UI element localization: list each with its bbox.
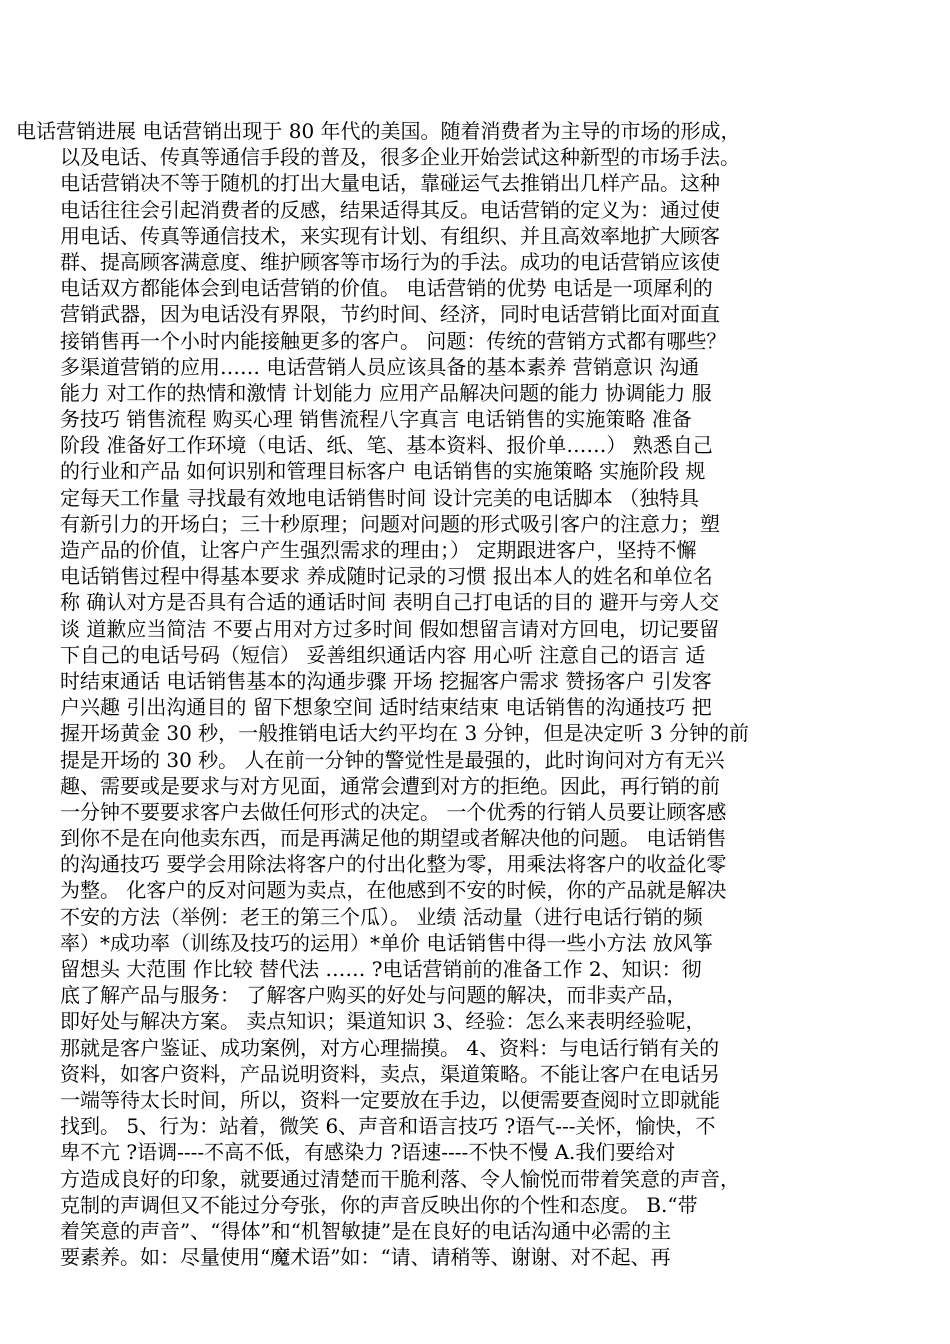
text-line: 克制的声调但又不能过分夸张，你的声音反映出你的个性和态度。 B.“带 bbox=[60, 1192, 698, 1217]
text-line: 要素养。如：尽量使用“魔术语”如：“请、请稍等、谢谢、对不起、再 bbox=[60, 1245, 671, 1270]
text-line: 下自己的电话号码（短信） 妥善组织通话内容 用心听 注意自己的语言 适 bbox=[60, 642, 706, 667]
text-line: 底了解产品与服务： 了解客户购买的好处与问题的解决，而非卖产品， bbox=[60, 983, 687, 1008]
text-line: 电话营销进展 电话营销出现于 80 年代的美国。随着消费者为主导的市场的形成， bbox=[16, 119, 741, 143]
text-line: 握开场黄金 30 秒，一般推销电话大约平均在 3 分钟，但是决定听 3 分钟的前 bbox=[60, 721, 750, 746]
text-line: 卑不亢 ?语调----不高不低，有感染力 ?语速----不快不慢 A.我们要给对 bbox=[60, 1140, 676, 1165]
text-line: 的行业和产品 如何识别和管理目标客户 电话销售的实施策略 实施阶段 规 bbox=[60, 459, 706, 484]
text-line: 群、提高顾客满意度、维护顾客等市场行为的手法。成功的电话营销应该使 bbox=[60, 249, 720, 274]
text-line: 为整。 化客户的反对问题为卖点，在他感到不安的时候，你的产品就是解决 bbox=[60, 878, 727, 903]
text-line: 电话营销决不等于随机的打出大量电话，靠碰运气去推销出几样产品。这种 bbox=[60, 171, 720, 196]
text-line: 务技巧 销售流程 购买心理 销售流程八字真言 电话销售的实施策略 准备 bbox=[60, 407, 692, 432]
text-line: 的沟通技巧 要学会用除法将客户的付出化整为零，用乘法将客户的收益化零 bbox=[60, 852, 727, 877]
text-line: 谈 道歉应当简洁 不要占用对方过多时间 假如想留言请对方回电，切记要留 bbox=[60, 616, 720, 641]
text-line: 资料，如客户资料，产品说明资料，卖点，渠道策略。不能让客户在电话另 bbox=[60, 1061, 720, 1086]
text-line: 一分钟不要要求客户去做任何形式的决定。 一个优秀的行销人员要让顾客感 bbox=[60, 799, 727, 824]
text-line: 时结束通话 电话销售基本的沟通步骤 开场 挖掘客户需求 赞扬客户 引发客 bbox=[60, 668, 712, 693]
text-line: 户兴趣 引出沟通目的 留下想象空间 适时结束结束 电话销售的沟通技巧 把 bbox=[60, 695, 712, 720]
text-line: 率）*成功率（训练及技巧的运用）*单价 电话销售中得一些小方法 放风筝 bbox=[60, 930, 713, 955]
text-line: 阶段 准备好工作环境（电话、纸、笔、基本资料、报价单……） 熟悉自己 bbox=[60, 433, 713, 458]
text-line: 找到。 5、行为：站着，微笑 6、声音和语言技巧 ?语气---关怀，愉快，不 bbox=[60, 1114, 716, 1139]
text-line: 以及电话、传真等通信手段的普及，很多企业开始尝试这种新型的市场手法。 bbox=[60, 145, 740, 170]
text-line: 提是开场的 30 秒。 人在前一分钟的警觉性是最强的，此时询问对方有无兴 bbox=[60, 747, 725, 772]
text-line: 电话销售过程中得基本要求 养成随时记录的习惯 报出本人的姓名和单位名 bbox=[60, 564, 713, 589]
text-line: 多渠道营销的应用…… 电话营销人员应该具备的基本素养 营销意识 沟通 bbox=[60, 354, 700, 379]
text-line: 着笑意的声音”、“得体”和“机智敏捷”是在良好的电话沟通中必需的主 bbox=[60, 1218, 672, 1243]
text-line: 造产品的价值，让客户产生强烈需求的理由；） 定期跟进客户，坚持不懈 bbox=[60, 538, 697, 562]
text-line: 定每天工作量 寻找最有效地电话销售时间 设计完美的电话脚本 （独特具 bbox=[60, 485, 700, 510]
text-line: 留想头 大范围 作比较 替代法 …… ?电话营销前的准备工作 2、知识：彻 bbox=[60, 957, 702, 981]
document-body bbox=[16, 118, 842, 1270]
text-line: 营销武器，因为电话没有界限，节约时间、经济，同时电话营销比面对面直 bbox=[60, 302, 720, 327]
text-line: 那就是客户鉴证、成功案例，对方心理揣摸。 4、资料：与电话行销有关的 bbox=[60, 1035, 720, 1060]
text-line: 能力 对工作的热情和激情 计划能力 应用产品解决问题的能力 协调能力 服 bbox=[60, 380, 712, 405]
text-line: 称 确认对方是否具有合适的通话时间 表明自己打电话的目的 避开与旁人交 bbox=[60, 590, 720, 615]
text-line: 接销售再一个小时内能接触更多的客户。 问题：传统的营销方式都有哪些？ bbox=[60, 328, 727, 353]
text-line: 不安的方法（举例：老王的第三个瓜）。 业绩 活动量（进行电话行销的频 bbox=[60, 904, 703, 929]
text-line: 电话往往会引起消费者的反感，结果适得其反。电话营销的定义为：通过使 bbox=[60, 197, 720, 222]
text-line: 有新引力的开场白；三十秒原理；问题对问题的形式吸引客户的注意力；塑 bbox=[60, 511, 720, 536]
text-line: 到你不是在向他卖东西，而是再满足他的期望或者解决他的问题。 电话销售 bbox=[60, 826, 727, 851]
text-line: 电话双方都能体会到电话营销的价值。 电话营销的优势 电话是一项犀利的 bbox=[60, 276, 713, 301]
text-line: 趣、需要或是要求与对方见面，通常会遭到对方的拒绝。因此，再行销的前 bbox=[60, 773, 720, 798]
text-line: 用电话、传真等通信技术，来实现有计划、有组织、并且高效率地扩大顾客 bbox=[60, 223, 720, 248]
text-line: 即好处与解决方案。 卖点知识；渠道知识 3、经验：怎么来表明经验呢， bbox=[60, 1009, 706, 1034]
text-line: 方造成良好的印象，就要通过清楚而干脆利落、令人愉悦而带着笑意的声音， bbox=[60, 1166, 740, 1191]
text-line: 一端等待太长时间，所以，资料一定要放在手边，以便需要查阅时立即就能 bbox=[60, 1087, 720, 1112]
